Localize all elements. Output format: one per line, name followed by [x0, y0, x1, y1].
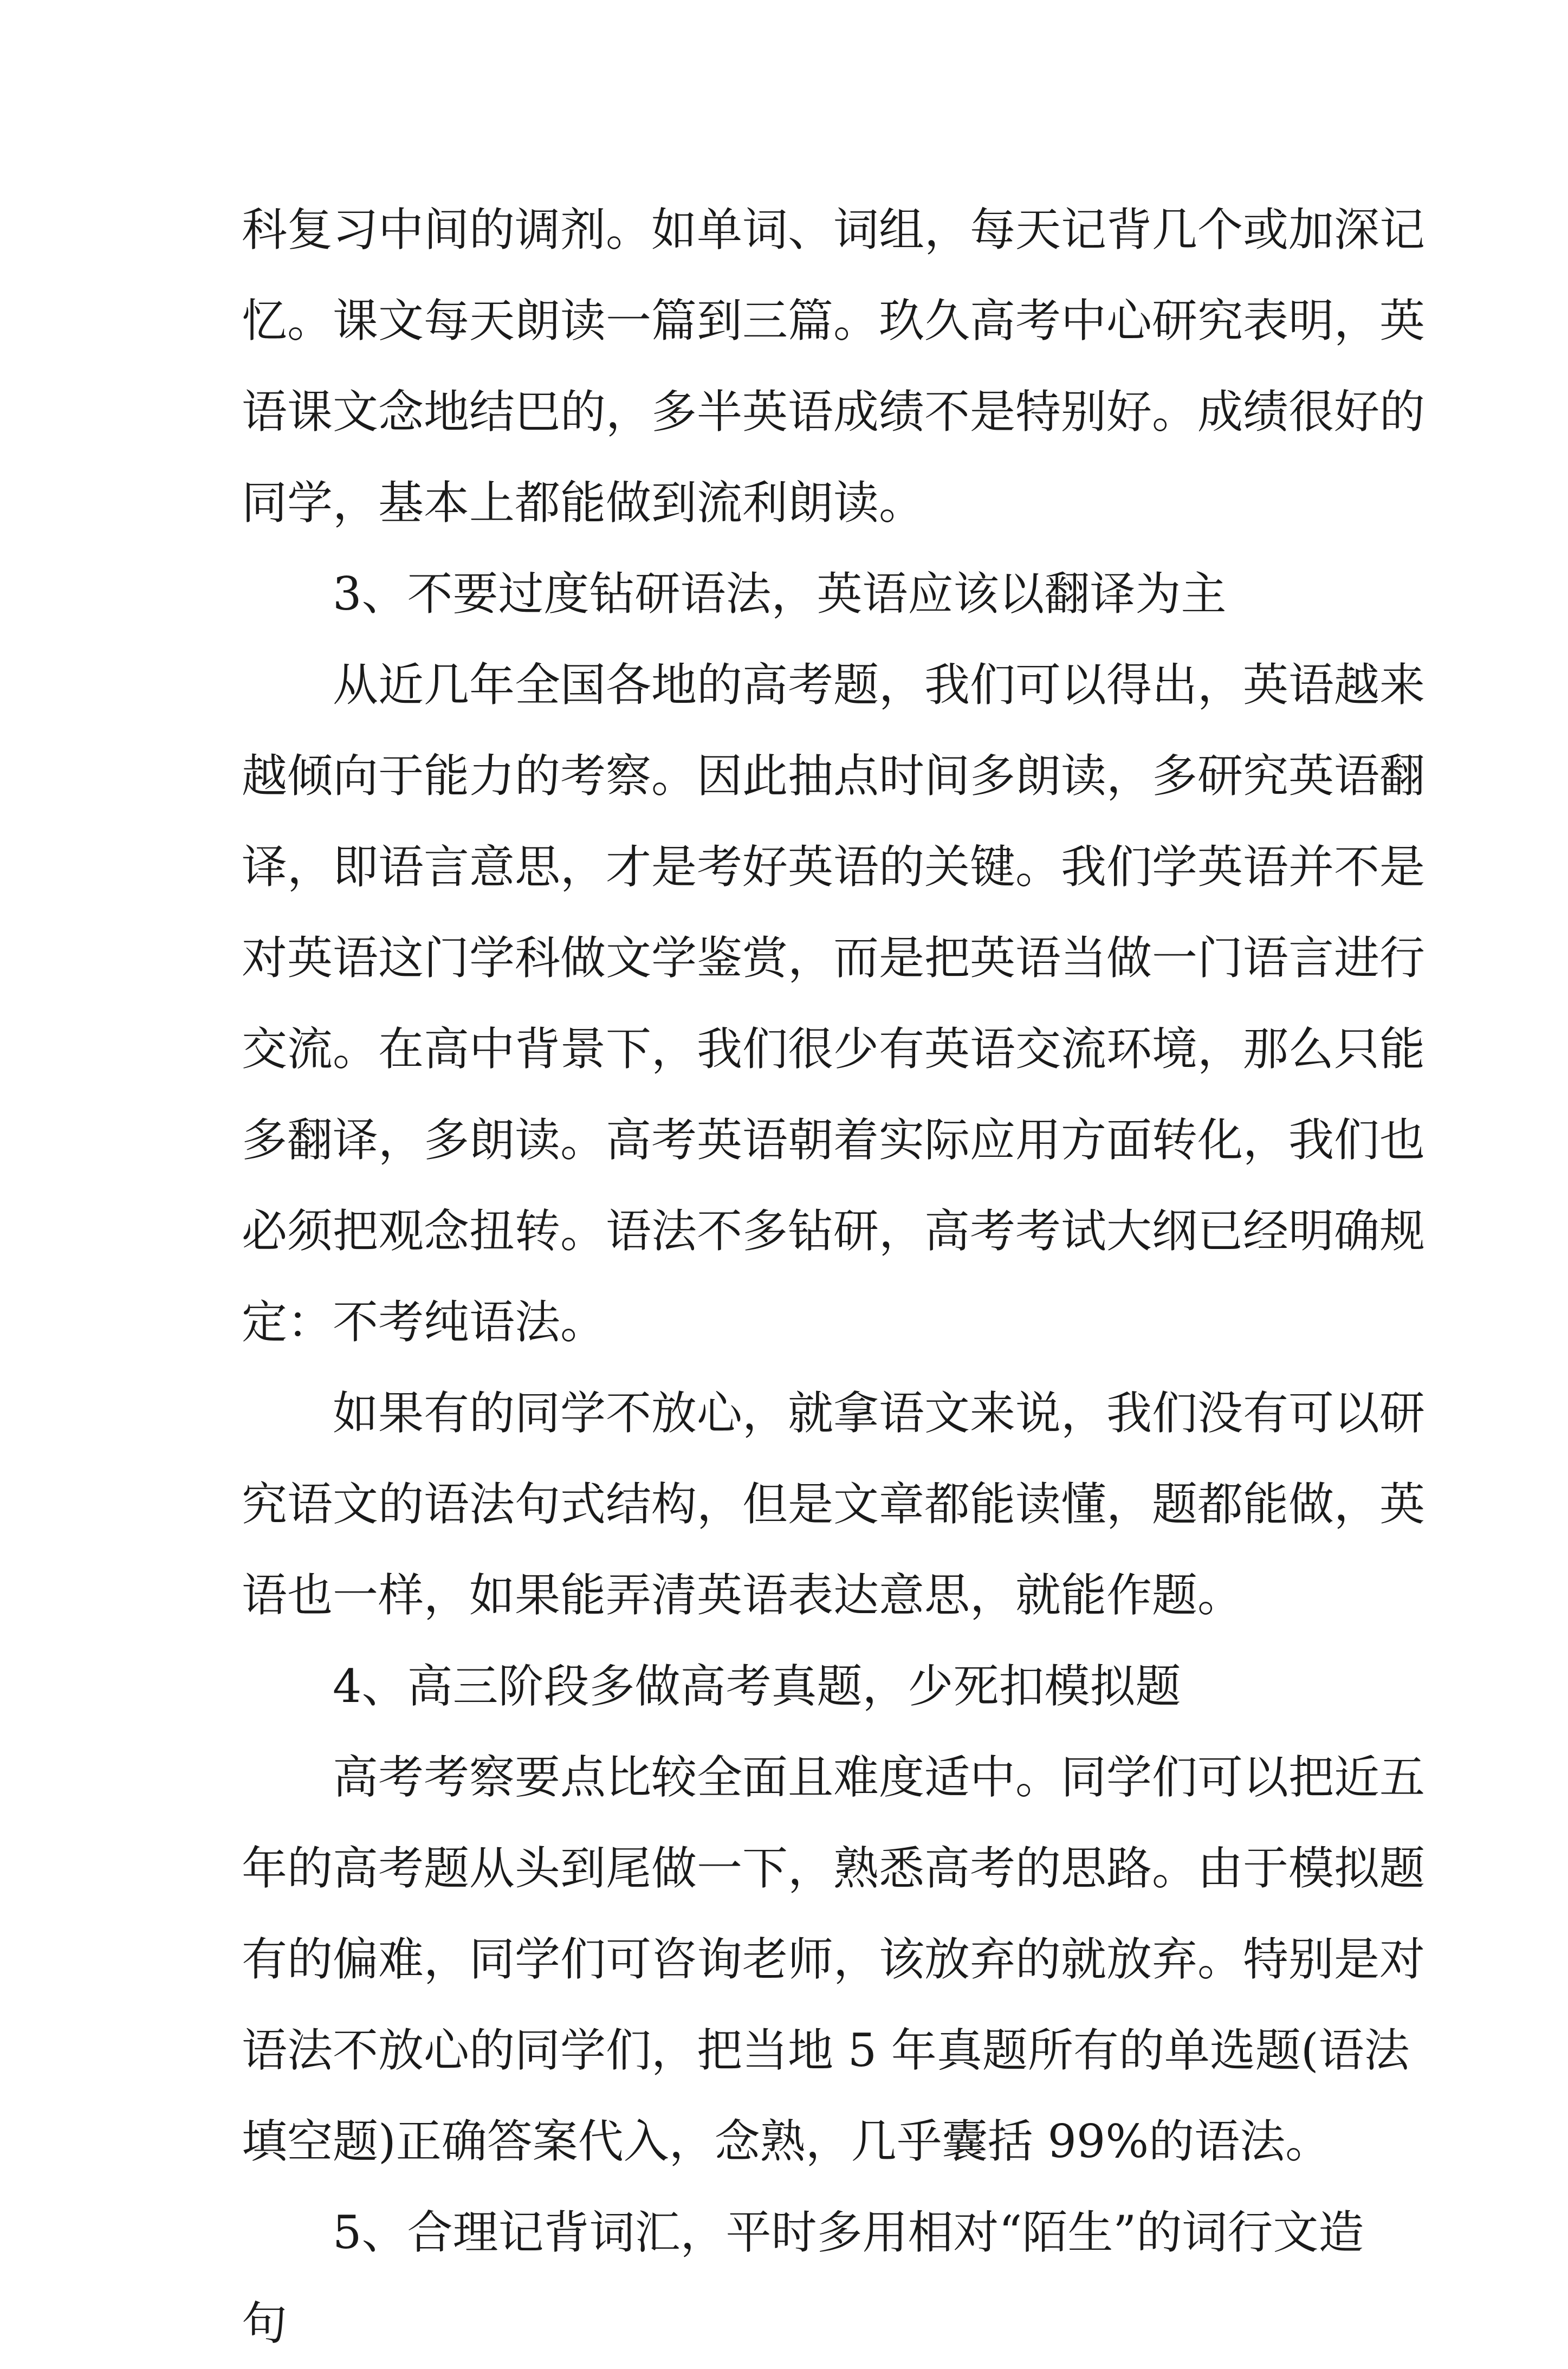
text-line: 越倾向于能力的考察。因此抽点时间多朗读，多研究英语翻	[242, 749, 1426, 802]
text-line: 语法不放心的同学们，把当地 5 年真题所有的单选题(语法	[242, 2024, 1410, 2077]
text-line: 对英语这门学科做文学鉴赏，而是把英语当做一门语言进行	[242, 931, 1426, 985]
text-line: 译，即语言意思，才是考好英语的关键。我们学英语并不是	[242, 840, 1426, 894]
text-line: 定：不考纯语法。	[242, 1296, 606, 1349]
text-line: 年的高考题从头到尾做一下，熟悉高考的思路。由于模拟题	[242, 1842, 1426, 1895]
text-line: 交流。在高中背景下，我们很少有英语交流环境，那么只能	[242, 1022, 1426, 1076]
text-line: 忆。课文每天朗读一篇到三篇。玖久高考中心研究表明，英	[242, 294, 1426, 347]
text-line: 句	[242, 2297, 288, 2350]
paragraph-first-line: 高考考察要点比较全面且难度适中。同学们可以把近五	[333, 1751, 1426, 1804]
paragraph-first-line: 从近几年全国各地的高考题，我们可以得出，英语越来	[333, 658, 1426, 711]
text-line: 语也一样，如果能弄清英语表达意思，就能作题。	[242, 1569, 1243, 1622]
text-line: 同学，基本上都能做到流利朗读。	[242, 476, 925, 529]
section-heading-3: 3、不要过度钻研语法，英语应该以翻译为主	[333, 567, 1227, 620]
text-line: 有的偏难，同学们可咨询老师，该放弃的就放弃。特别是对	[242, 1933, 1426, 1986]
text-line: 究语文的语法句式结构，但是文章都能读懂，题都能做，英	[242, 1478, 1426, 1531]
section-heading-5: 5、合理记背词汇，平时多用相对“陌生”的词行文造	[333, 2206, 1364, 2259]
paragraph-first-line: 如果有的同学不放心，就拿语文来说，我们没有可以研	[333, 1387, 1426, 1440]
text-line: 填空题)正确答案代入，念熟，几乎囊括 99%的语法。	[242, 2115, 1331, 2168]
text-line: 科复习中间的调剂。如单词、词组，每天记背几个或加深记	[242, 203, 1426, 256]
section-heading-4: 4、高三阶段多做高考真题，少死扣模拟题	[333, 1660, 1181, 1713]
text-line: 多翻译，多朗读。高考英语朝着实际应用方面转化，我们也	[242, 1114, 1426, 1167]
text-line: 语课文念地结巴的，多半英语成绩不是特别好。成绩很好的	[242, 385, 1426, 438]
text-line: 必须把观念扭转。语法不多钻研，高考考试大纲已经明确规	[242, 1205, 1426, 1258]
